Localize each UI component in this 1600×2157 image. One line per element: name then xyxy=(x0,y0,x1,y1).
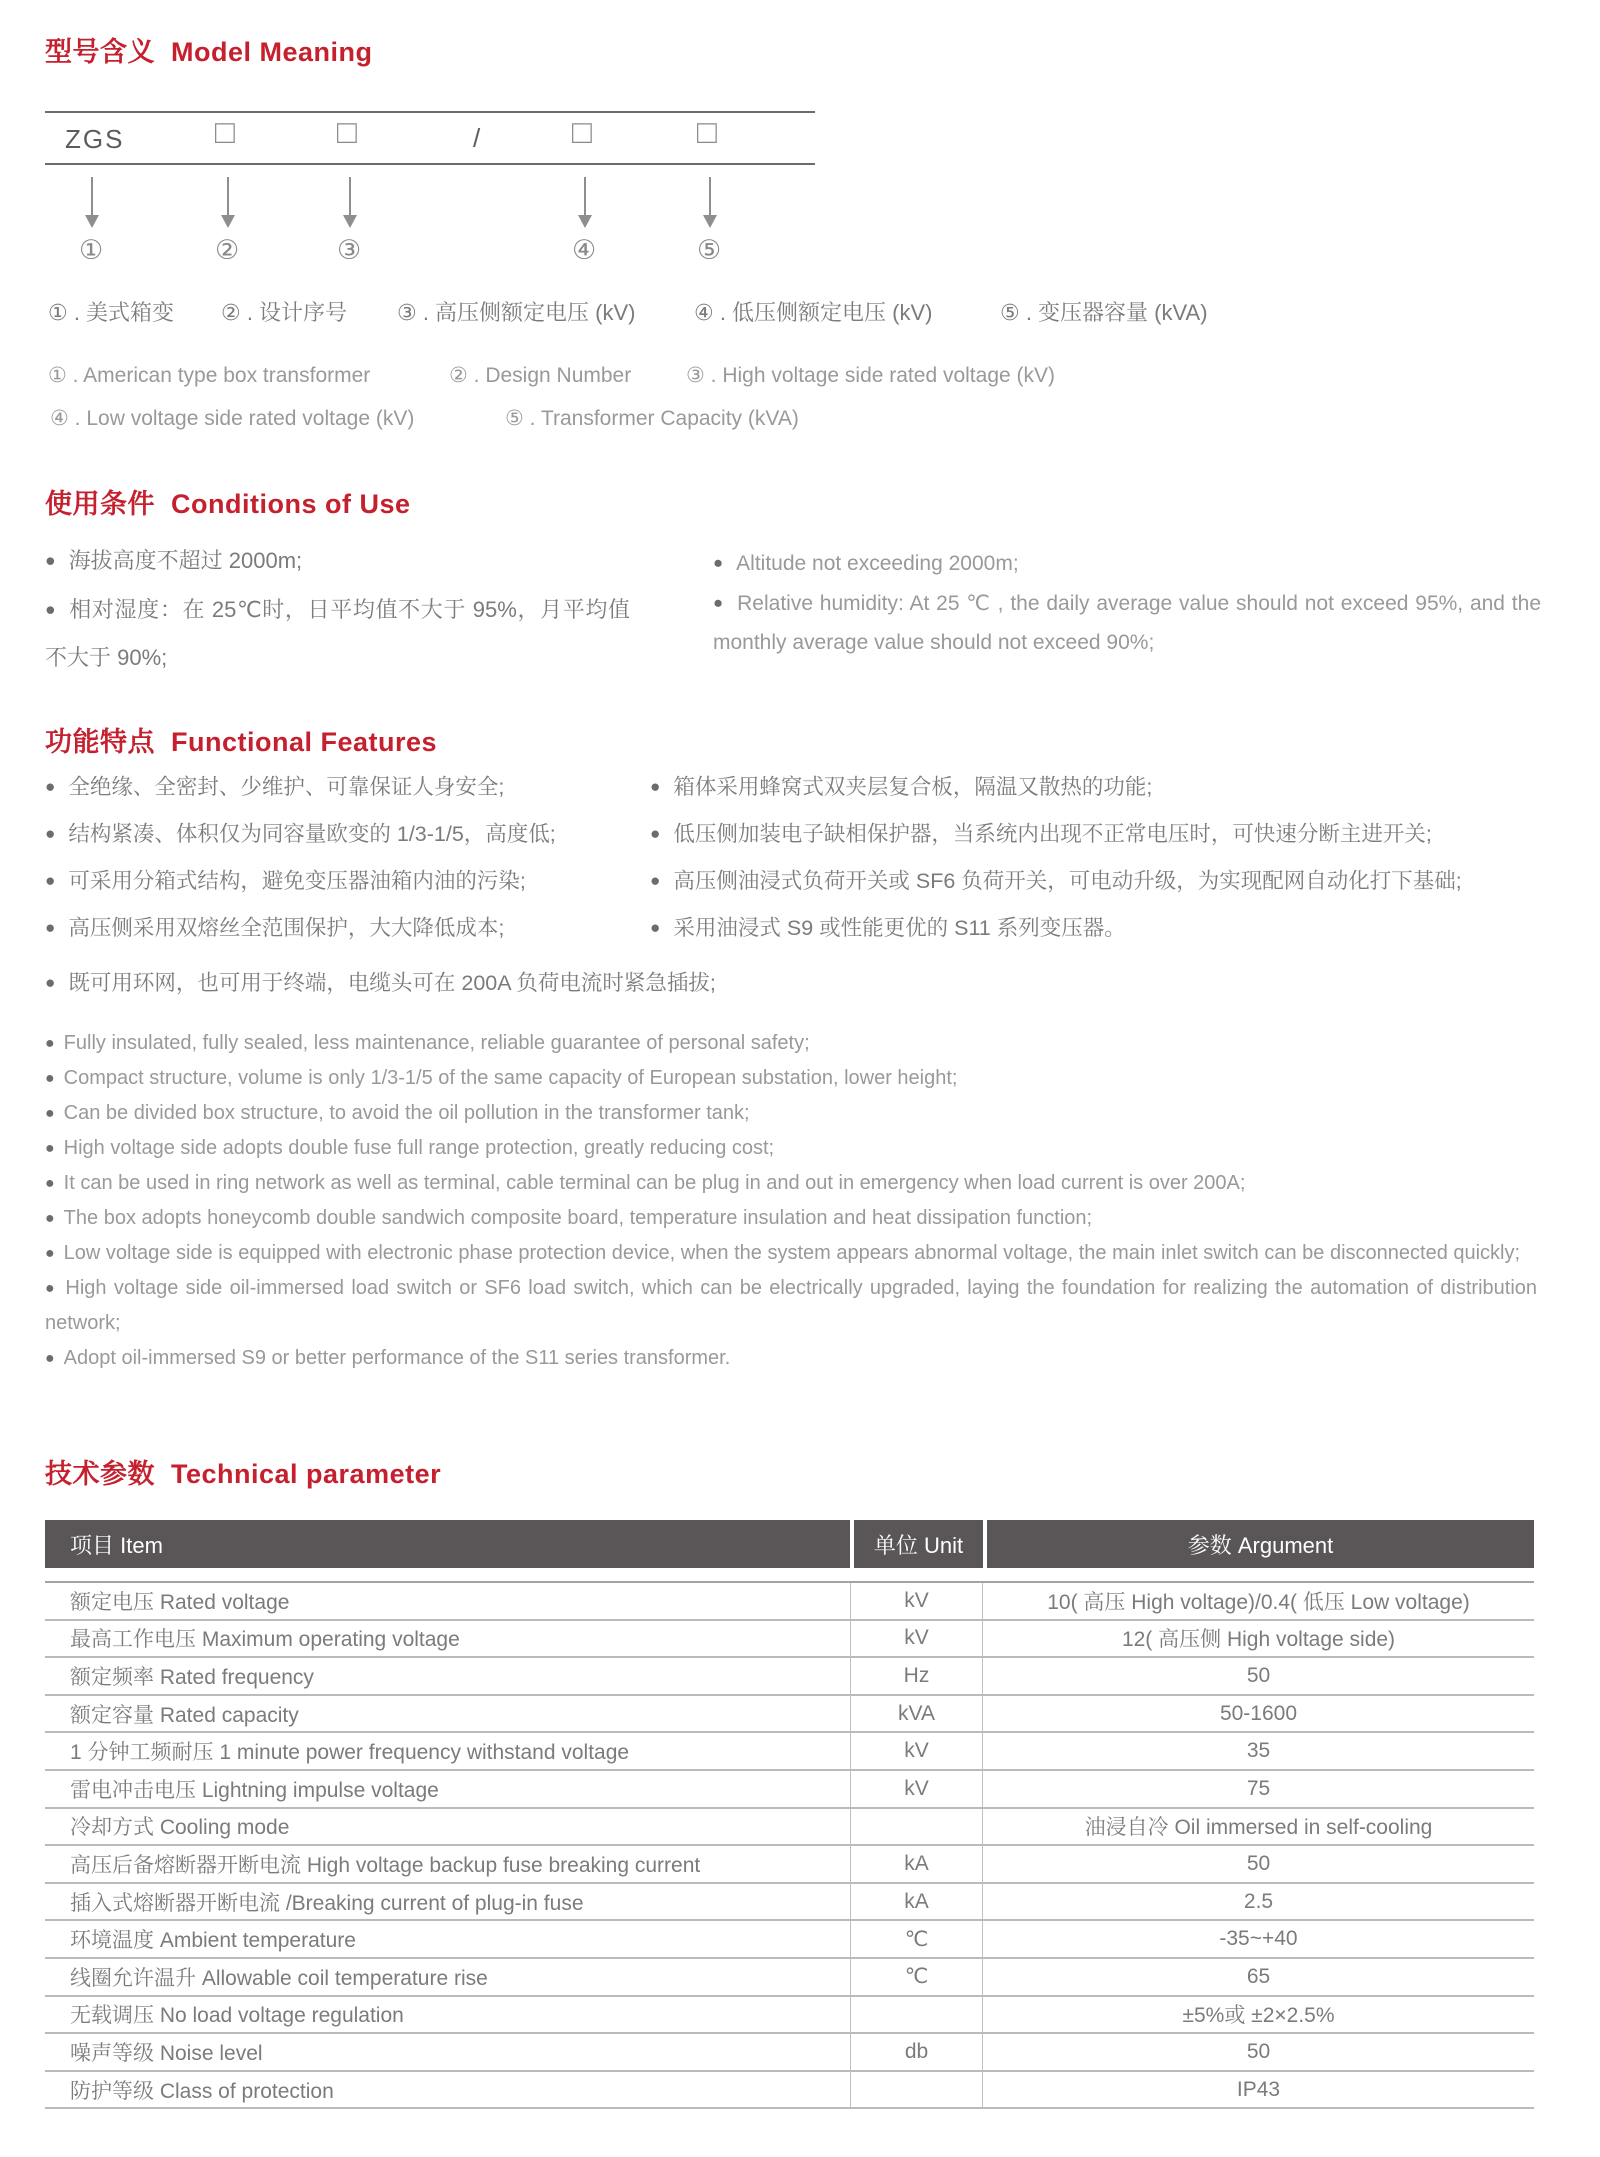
down-arrow-icon xyxy=(342,177,358,231)
definition-item: ④ . Low voltage side rated voltage (kV) xyxy=(50,407,415,430)
cell-item: 噪声等级 Noise level xyxy=(70,2041,263,2065)
bullet-icon: ● xyxy=(45,1175,55,1192)
cell-value: 2.5 xyxy=(1243,1889,1274,1913)
list-item-text: 低压侧加装电子缺相保护器，当系统内出现不正常电压时，可快速分断主进开关; xyxy=(673,822,1432,846)
cell-item: 额定电压 Rated voltage xyxy=(70,1590,290,1614)
definition-item: ② . 设计序号 xyxy=(221,300,348,325)
list-item-text: 高压侧油浸式负荷开关或 SF6 负荷开关，可电动升级，为实现配网自动化打下基础; xyxy=(673,869,1462,893)
list-item xyxy=(650,774,1558,799)
list-item xyxy=(45,1201,1537,1236)
bullet-icon: ● xyxy=(45,1210,55,1227)
list-item xyxy=(713,543,1541,583)
list-item xyxy=(45,915,657,940)
list-item xyxy=(45,585,630,682)
table-row xyxy=(45,1809,1534,1847)
bullet-icon: ● xyxy=(45,550,56,570)
list-item xyxy=(45,1061,1537,1096)
cell-unit: kA xyxy=(850,1846,983,1882)
cell-value: -35~+40 xyxy=(1219,1927,1298,1951)
cell-item: 1 分钟工频耐压 1 minute power frequency withstand voltage xyxy=(70,1741,630,1765)
features-list-zh-left xyxy=(45,774,657,962)
list-item-text: 高压侧采用双熔丝全范围保护，大大降低成本; xyxy=(68,916,505,940)
list-item-text: Compact structure, volume is only 1/3-1/5 of the same capacity of European substation, lower height; xyxy=(63,1067,958,1089)
cell-item: 雷电冲击电压 Lightning impulse voltage xyxy=(70,1778,439,1802)
down-arrow-icon xyxy=(220,177,236,231)
cell-unit xyxy=(850,2072,983,2108)
cell-value: 50-1600 xyxy=(1219,1701,1298,1725)
definition-item: ④ . 低压侧额定电压 (kV) xyxy=(694,300,933,325)
cell-value: 10( 高压 High voltage)/0.4( 低压 Low voltage) xyxy=(1047,1590,1470,1614)
list-item xyxy=(45,1236,1537,1271)
table-header-row xyxy=(45,1520,1534,1568)
table-row xyxy=(45,1733,1534,1771)
definition-item: ⑤ . 变压器容量 (kVA) xyxy=(1000,300,1208,325)
definition-item: ① . American type box transformer xyxy=(48,364,371,387)
bullet-icon: ● xyxy=(45,776,56,796)
table-row xyxy=(45,1846,1534,1884)
model-slash: / xyxy=(473,123,481,153)
bullet-icon: ● xyxy=(650,917,661,937)
cell-value: ±5%或 ±2×2.5% xyxy=(1182,2004,1335,2028)
model-placeholder-box: □ xyxy=(697,113,717,150)
list-item-text: 海拔高度不超过 2000m; xyxy=(68,548,303,573)
table-row xyxy=(45,1959,1534,1997)
cell-item: 最高工作电压 Maximum operating voltage xyxy=(70,1628,460,1652)
list-item-text: Altitude not exceeding 2000m; xyxy=(736,552,1019,575)
list-item-text: High voltage side oil-immersed load switch or SF6 load switch, which can be electrically upgraded, laying the foundation for realizing the automation of distribution network; xyxy=(45,1277,1538,1334)
list-item xyxy=(45,1026,1537,1061)
table-row xyxy=(45,1884,1534,1922)
cell-unit: kV xyxy=(850,1733,983,1769)
column-header-unit: 单位 Unit xyxy=(854,1520,983,1568)
cell-value: 50 xyxy=(1246,1851,1271,1875)
list-item xyxy=(650,915,1558,940)
heading-zh: 使用条件 xyxy=(45,489,155,519)
list-item xyxy=(45,1096,1537,1131)
bullet-icon: ● xyxy=(45,599,57,619)
list-item xyxy=(45,1166,1537,1201)
cell-value: 50 xyxy=(1246,1663,1271,1687)
table-body xyxy=(45,1581,1534,2109)
bullet-icon: ● xyxy=(45,1035,55,1052)
bullet-icon: ● xyxy=(45,823,56,843)
cell-value: 75 xyxy=(1246,1776,1271,1800)
definition-item: ③ . 高压侧额定电压 (kV) xyxy=(397,300,636,325)
cell-item: 插入式熔断器开断电流 /Breaking current of plug-in fuse xyxy=(70,1891,584,1915)
table-row xyxy=(45,1997,1534,2035)
circled-number-5: ⑤ xyxy=(697,235,722,265)
bullet-icon: ● xyxy=(650,870,661,890)
model-definitions-en-line2 xyxy=(45,406,1575,438)
list-item-text: Low voltage side is equipped with electronic phase protection device, when the system appears abnormal voltage, the main inlet switch can be disconnected quickly; xyxy=(63,1242,1521,1264)
list-item xyxy=(45,821,657,846)
cell-value: 65 xyxy=(1246,1964,1271,1988)
technical-heading xyxy=(45,1452,441,1491)
cell-item: 冷却方式 Cooling mode xyxy=(70,1816,290,1840)
cell-item: 高压后备熔断器开断电流 High voltage backup fuse breaking current xyxy=(70,1853,701,1877)
conditions-list-zh xyxy=(45,536,630,682)
table-row xyxy=(45,2072,1534,2110)
model-meaning-heading xyxy=(45,30,373,69)
cell-item: 防护等级 Class of protection xyxy=(70,2079,334,2103)
list-item-text: Can be divided box structure, to avoid the oil pollution in the transformer tank; xyxy=(63,1102,750,1124)
list-item-text: Relative humidity: At 25 ℃ , the daily average value should not exceed 95%, and the monthly average value should not exceed 90%; xyxy=(713,592,1541,654)
conditions-heading xyxy=(45,482,411,521)
list-item xyxy=(650,868,1558,893)
cell-item: 环境温度 Ambient temperature xyxy=(70,1929,356,1953)
bullet-icon: ● xyxy=(713,553,724,572)
features-heading xyxy=(45,720,437,759)
cell-value: 35 xyxy=(1246,1739,1271,1763)
cell-item: 额定容量 Rated capacity xyxy=(70,1703,299,1727)
heading-zh: 功能特点 xyxy=(45,727,155,757)
cell-item: 无载调压 No load voltage regulation xyxy=(70,2004,404,2028)
list-item-text: Adopt oil-immersed S9 or better performance of the S11 series transformer. xyxy=(63,1347,731,1369)
bullet-icon: ● xyxy=(45,917,56,937)
table-row xyxy=(45,1583,1534,1621)
model-definitions-zh xyxy=(45,296,1575,328)
bullet-icon: ● xyxy=(45,1105,55,1122)
list-item xyxy=(45,868,657,893)
features-list-zh-right xyxy=(650,774,1558,962)
model-definitions-en-line1 xyxy=(45,363,1575,395)
list-item-text: 箱体采用蜂窝式双夹层复合板，隔温又散热的功能; xyxy=(673,775,1153,799)
cell-unit: kV xyxy=(850,1583,983,1619)
table-row xyxy=(45,1658,1534,1696)
list-item-text: 可采用分箱式结构，避免变压器油箱内油的污染; xyxy=(68,869,526,893)
cell-unit: Hz xyxy=(850,1658,983,1694)
heading-en: Model Meaning xyxy=(171,37,373,67)
bullet-icon: ● xyxy=(45,1140,55,1157)
down-arrow-icon xyxy=(702,177,718,231)
cell-value: IP43 xyxy=(1236,2077,1281,2101)
cell-unit xyxy=(850,1997,983,2033)
features-item-zh-wide xyxy=(45,970,1145,995)
down-arrow-icon xyxy=(84,177,100,231)
technical-parameter-table xyxy=(45,1520,1534,2109)
bullet-icon: ● xyxy=(45,1280,57,1297)
cell-value: 12( 高压侧 High voltage side) xyxy=(1121,1628,1396,1652)
down-arrow-icon xyxy=(577,177,593,231)
cell-value: 50 xyxy=(1246,2039,1271,2063)
cell-unit: kA xyxy=(850,1884,983,1920)
table-row xyxy=(45,1921,1534,1959)
list-item-text: The box adopts honeycomb double sandwich composite board, temperature insulation and heat dissipation function; xyxy=(63,1207,1093,1229)
list-item-text: It can be used in ring network as well as terminal, cable terminal can be plug in and out in emergency when load current is over 200A; xyxy=(63,1172,1246,1194)
bullet-icon: ● xyxy=(650,823,661,843)
heading-zh: 技术参数 xyxy=(45,1459,155,1489)
bullet-icon: ● xyxy=(45,972,56,992)
circled-number-3: ③ xyxy=(337,235,362,265)
list-item-text: 采用油浸式 S9 或性能更优的 S11 系列变压器。 xyxy=(673,916,1126,940)
list-item-text: Fully insulated, fully sealed, less maintenance, reliable guarantee of personal safety; xyxy=(63,1032,810,1054)
cell-unit: kV xyxy=(850,1771,983,1807)
table-row xyxy=(45,1771,1534,1809)
cell-item: 额定频率 Rated frequency xyxy=(70,1665,314,1689)
heading-zh: 型号含义 xyxy=(45,37,155,67)
list-item xyxy=(650,821,1558,846)
table-row xyxy=(45,1696,1534,1734)
circled-number-1: ① xyxy=(79,235,104,265)
model-code-diagram xyxy=(45,111,815,286)
bullet-icon: ● xyxy=(45,1070,55,1087)
list-item xyxy=(45,774,657,799)
circled-number-4: ④ xyxy=(572,235,597,265)
cell-unit: ℃ xyxy=(850,1921,983,1957)
list-item xyxy=(45,1341,1537,1376)
cell-value: 油浸自冷 Oil immersed in self-cooling xyxy=(1084,1816,1433,1840)
definition-item: ③ . High voltage side rated voltage (kV) xyxy=(686,364,1056,387)
list-item-text: High voltage side adopts double fuse full range protection, greatly reducing cost; xyxy=(63,1137,775,1159)
model-placeholder-box: □ xyxy=(215,113,235,150)
bullet-icon: ● xyxy=(650,776,661,796)
column-header-argument: 参数 Argument xyxy=(987,1520,1534,1568)
list-item-text: 结构紧凑、体积仅为同容量欧变的 1/3-1/5，高度低; xyxy=(68,822,556,846)
definition-item: ⑤ . Transformer Capacity (kVA) xyxy=(505,407,799,430)
bullet-icon: ● xyxy=(45,1350,55,1367)
bullet-icon: ● xyxy=(713,593,725,612)
cell-unit xyxy=(850,1809,983,1845)
cell-unit: ℃ xyxy=(850,1959,983,1995)
features-list-en xyxy=(45,1026,1537,1376)
list-item xyxy=(45,1131,1537,1166)
list-item xyxy=(45,1271,1537,1341)
heading-en: Technical parameter xyxy=(171,1459,442,1489)
bullet-icon: ● xyxy=(45,1245,55,1262)
circled-number-2: ② xyxy=(215,235,240,265)
table-row xyxy=(45,1621,1534,1659)
definition-item: ② . Design Number xyxy=(449,364,632,387)
model-prefix: ZGS xyxy=(65,124,125,154)
cell-item: 线圈允许温升 Allowable coil temperature rise xyxy=(70,1966,488,1990)
conditions-list-en xyxy=(713,543,1541,662)
definition-item: ① . 美式箱变 xyxy=(48,300,175,325)
heading-en: Functional Features xyxy=(171,727,438,757)
cell-unit: kVA xyxy=(850,1696,983,1732)
cell-unit: kV xyxy=(850,1621,983,1657)
model-placeholder-box: □ xyxy=(337,113,357,150)
list-item-text: 相对湿度：在 25℃时，日平均值不大于 95%，月平均值不大于 90%; xyxy=(45,597,630,670)
list-item xyxy=(713,583,1541,662)
list-item xyxy=(45,536,630,585)
table-row xyxy=(45,2034,1534,2072)
cell-unit: db xyxy=(850,2034,983,2070)
divider-line xyxy=(45,163,815,165)
model-placeholder-box: □ xyxy=(572,113,592,150)
list-item-text: 既可用环网，也可用于终端，电缆头可在 200A 负荷电流时紧急插拔; xyxy=(68,971,716,995)
heading-en: Conditions of Use xyxy=(171,489,411,519)
list-item-text: 全绝缘、全密封、少维护、可靠保证人身安全; xyxy=(68,775,505,799)
bullet-icon: ● xyxy=(45,870,56,890)
column-header-item: 项目 Item xyxy=(45,1520,850,1568)
